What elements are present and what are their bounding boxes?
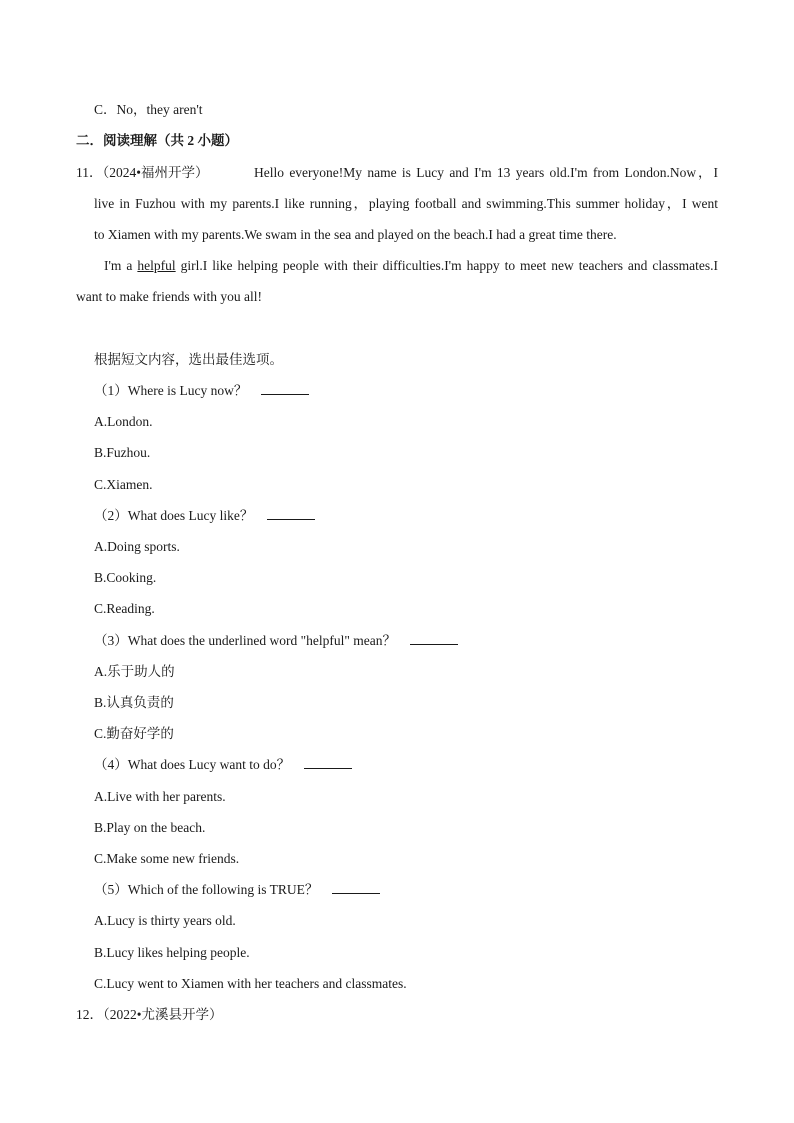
q11-3-option-c[interactable]: C.勤奋好学的 xyxy=(94,726,174,741)
q11-3-option-a[interactable]: A.乐于助人的 xyxy=(94,664,175,679)
q11-stem-2: （2）What does Lucy like？ xyxy=(94,507,315,525)
q11-2-option-c[interactable]: C.Reading. xyxy=(94,601,155,616)
q11-2-option-a[interactable]: A.Doing sports. xyxy=(94,539,180,554)
q11-stem-3: （3）What does the underlined word "helpful" mean？ xyxy=(94,632,458,650)
q11-1-option-b[interactable]: B.Fuzhou. xyxy=(94,445,151,460)
q11-stem-5: （5）Which of the following is TRUE？ xyxy=(94,881,380,899)
q11-3-option-b[interactable]: B.认真负责的 xyxy=(94,695,174,710)
q11-passage-line4: I'm a helpful girl.I like helping people with their difficulties.I'm happy to meet new teachers and classmates.I xyxy=(104,258,719,273)
q11-5-option-a[interactable]: A.Lucy is thirty years old. xyxy=(94,913,236,928)
q11-4-option-a[interactable]: A.Live with her parents. xyxy=(94,789,226,804)
q11-passage-line1: Hello everyone!My name is Lucy and I'm 13 years old.I'm from London.Now，I xyxy=(254,165,718,180)
q11-5-option-b[interactable]: B.Lucy likes helping people. xyxy=(94,945,250,960)
q11-passage-line3: to Xiamen with my parents.We swam in the sea and played on the beach.I had a great time there. xyxy=(94,227,617,242)
q11-source: （2024•福州开学） xyxy=(102,165,209,180)
answer-blank[interactable] xyxy=(304,756,352,769)
q11-1-option-c[interactable]: C.Xiamen. xyxy=(94,477,153,492)
prev-option: C．No，they aren't xyxy=(94,102,203,117)
q11-5-option-c[interactable]: C.Lucy went to Xiamen with her teachers and classmates. xyxy=(94,976,407,991)
answer-blank[interactable] xyxy=(267,507,315,520)
helpful-underlined: helpful xyxy=(137,258,176,273)
q12-number: 12． xyxy=(76,1007,103,1022)
answer-blank[interactable] xyxy=(261,382,309,395)
q12-source: （2022•尤溪县开学） xyxy=(103,1007,223,1022)
q11-number: 11． xyxy=(76,165,103,180)
q11-1-option-a[interactable]: A.London. xyxy=(94,414,153,429)
section-heading: 二．阅读理解（共 2 小题） xyxy=(76,133,238,148)
q11-4-option-b[interactable]: B.Play on the beach. xyxy=(94,820,206,835)
q11-stem-4: （4）What does Lucy want to do？ xyxy=(94,756,352,774)
answer-blank[interactable] xyxy=(410,632,458,645)
q11-passage-line2: live in Fuzhou with my parents.I like running，playing football and swimming.This summer holiday，I went xyxy=(94,196,718,211)
q11-passage-line5: want to make friends with you all! xyxy=(76,289,262,304)
q12-header xyxy=(76,1006,222,1024)
q11-4-option-c[interactable]: C.Make some new friends. xyxy=(94,851,240,866)
q11-stem-1: （1）Where is Lucy now？ xyxy=(94,382,309,400)
q11-2-option-b[interactable]: B.Cooking. xyxy=(94,570,157,585)
answer-blank[interactable] xyxy=(332,881,380,894)
q11-instruction: 根据短文内容，选出最佳选项。 xyxy=(94,352,283,367)
